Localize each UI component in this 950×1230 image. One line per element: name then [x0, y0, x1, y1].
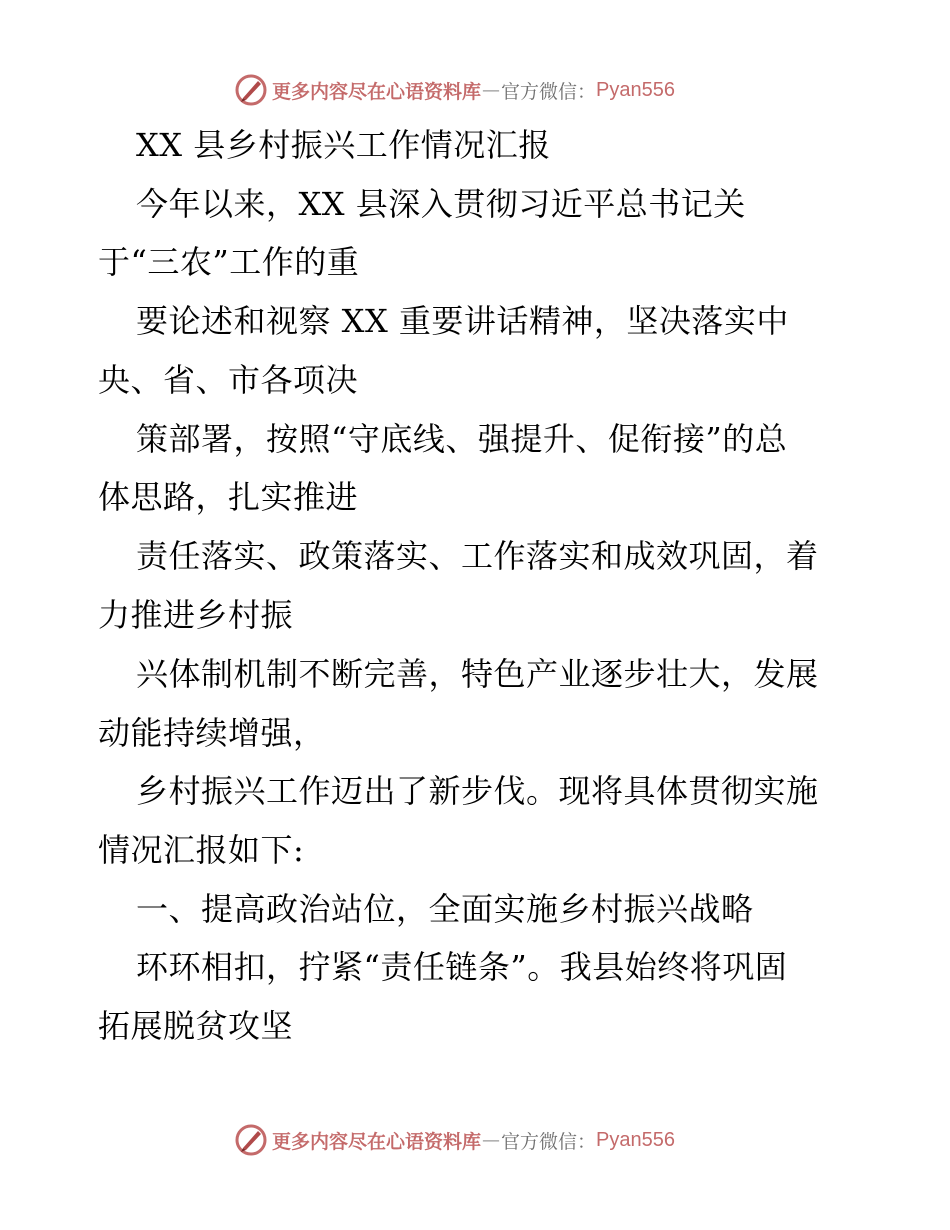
- document-title: XX 县乡村振兴工作情况汇报: [136, 126, 551, 164]
- paragraph-line: 策部署，按照“守底线、强提升、促衔接”的总: [136, 420, 788, 458]
- paragraph-line: 情况汇报如下:: [98, 831, 305, 869]
- paragraph-line: 环环相扣，拧紧“责任链条”。我县始终将巩固: [136, 948, 788, 986]
- footer-watermark-banner: [234, 1122, 675, 1158]
- banner-dash: —: [482, 79, 501, 101]
- paragraph-line: 力推进乡村振: [98, 596, 294, 634]
- paragraph-line: 拓展脱贫攻坚: [98, 1007, 294, 1045]
- banner-main-text: 更多内容尽在心语资料库: [272, 80, 482, 103]
- pen-logo-icon: [234, 1123, 268, 1157]
- banner-account-id: Pyan556: [596, 78, 675, 101]
- banner-official-label: 官方微信：: [501, 80, 597, 103]
- pen-logo-icon: [234, 73, 268, 107]
- paragraph-line: 今年以来，XX 县深入贯彻习近平总书记关: [136, 185, 746, 223]
- banner-official-label: 官方微信：: [501, 1130, 597, 1153]
- banner-main-text: 更多内容尽在心语资料库: [272, 1130, 482, 1153]
- paragraph-line: 央、省、市各项决: [98, 361, 359, 399]
- paragraph-line: 责任落实、政策落实、工作落实和成效巩固，着: [136, 537, 819, 575]
- paragraph-line: 兴体制机制不断完善，特色产业逐步壮大，发展: [136, 655, 819, 693]
- paragraph-line: 于“三农”工作的重: [98, 243, 360, 281]
- paragraph-line: 要论述和视察 XX 重要讲话精神，坚决落实中: [136, 302, 789, 340]
- section-heading: 一、提高政治站位，全面实施乡村振兴战略: [136, 890, 754, 928]
- header-watermark-banner: [234, 72, 675, 108]
- paragraph-line: 乡村振兴工作迈出了新步伐。现将具体贯彻实施: [136, 772, 819, 810]
- banner-dash: —: [482, 1129, 501, 1151]
- banner-account-id: Pyan556: [596, 1128, 675, 1151]
- paragraph-line: 体思路，扎实推进: [98, 478, 359, 516]
- paragraph-line: 动能持续增强，: [98, 714, 326, 752]
